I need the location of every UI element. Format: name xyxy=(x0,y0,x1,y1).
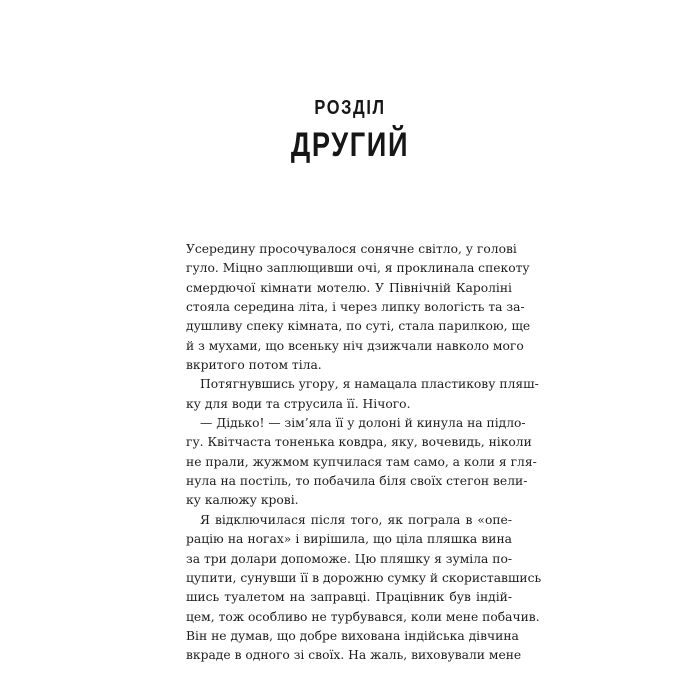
text-line: вкритого потом тіла. xyxy=(186,358,322,373)
body-text xyxy=(186,240,542,666)
text-line: цупити, сунувши її в дорожню сумку й скориставшись xyxy=(186,570,542,585)
text-line: й з мухами, що всеньку ніч дзижчали навколо мого xyxy=(186,338,524,353)
text-line: Потягнувшись угору, я намацала пластикову пляш- xyxy=(200,377,539,392)
text-line: душливу спеку кімната, по суті, стала парилкою, ще xyxy=(186,319,531,334)
text-line: Він не думав, що добре вихована індійська дівчина xyxy=(186,628,519,643)
text-line: гуло. Міцно заплющивши очі, я проклинала спекоту xyxy=(186,261,530,276)
text-line: Усередину просочувалося сонячне світло, у голові xyxy=(186,242,517,256)
text-line: стояла середина літа, і через липку вологість та за- xyxy=(186,300,525,315)
chapter-number: ДРУГИЙ xyxy=(290,126,410,164)
text-line: Я відключилася після того, як пограла в «опе- xyxy=(200,512,512,527)
text-line: за три долари допоможе. Цю пляшку я зуміла по- xyxy=(186,551,513,566)
text-line: вкраде в одного зі своїх. На жаль, виховували мене xyxy=(186,648,522,663)
text-line: цем, тож особливо не турбувався, коли мене побачив. xyxy=(186,609,540,624)
text-line: — Дідько! — зім’яла її у долоні й кинула на підло- xyxy=(200,416,526,431)
text-line: шись туалетом на заправці. Працівник був індій- xyxy=(186,590,512,605)
text-line: ку калюжу крові. xyxy=(186,493,299,508)
text-line: нула на постіль, то побачила біля своїх стегон вели- xyxy=(186,474,528,489)
text-line: рацію на ногах» і вирішила, що ціла пляшка вина xyxy=(186,532,512,547)
text-line: не прали, жужмом купчилася там само, а коли я гля- xyxy=(186,454,537,469)
chapter-label: РОЗДІЛ xyxy=(314,97,386,119)
text-line: гу. Квітчаста тоненька ковдра, яку, вочевидь, ніколи xyxy=(186,435,532,450)
text-line: ку для води та струсила її. Нічого. xyxy=(186,396,411,411)
text-line: смердючої кімнати мотелю. У Північній Кароліні xyxy=(186,280,512,295)
